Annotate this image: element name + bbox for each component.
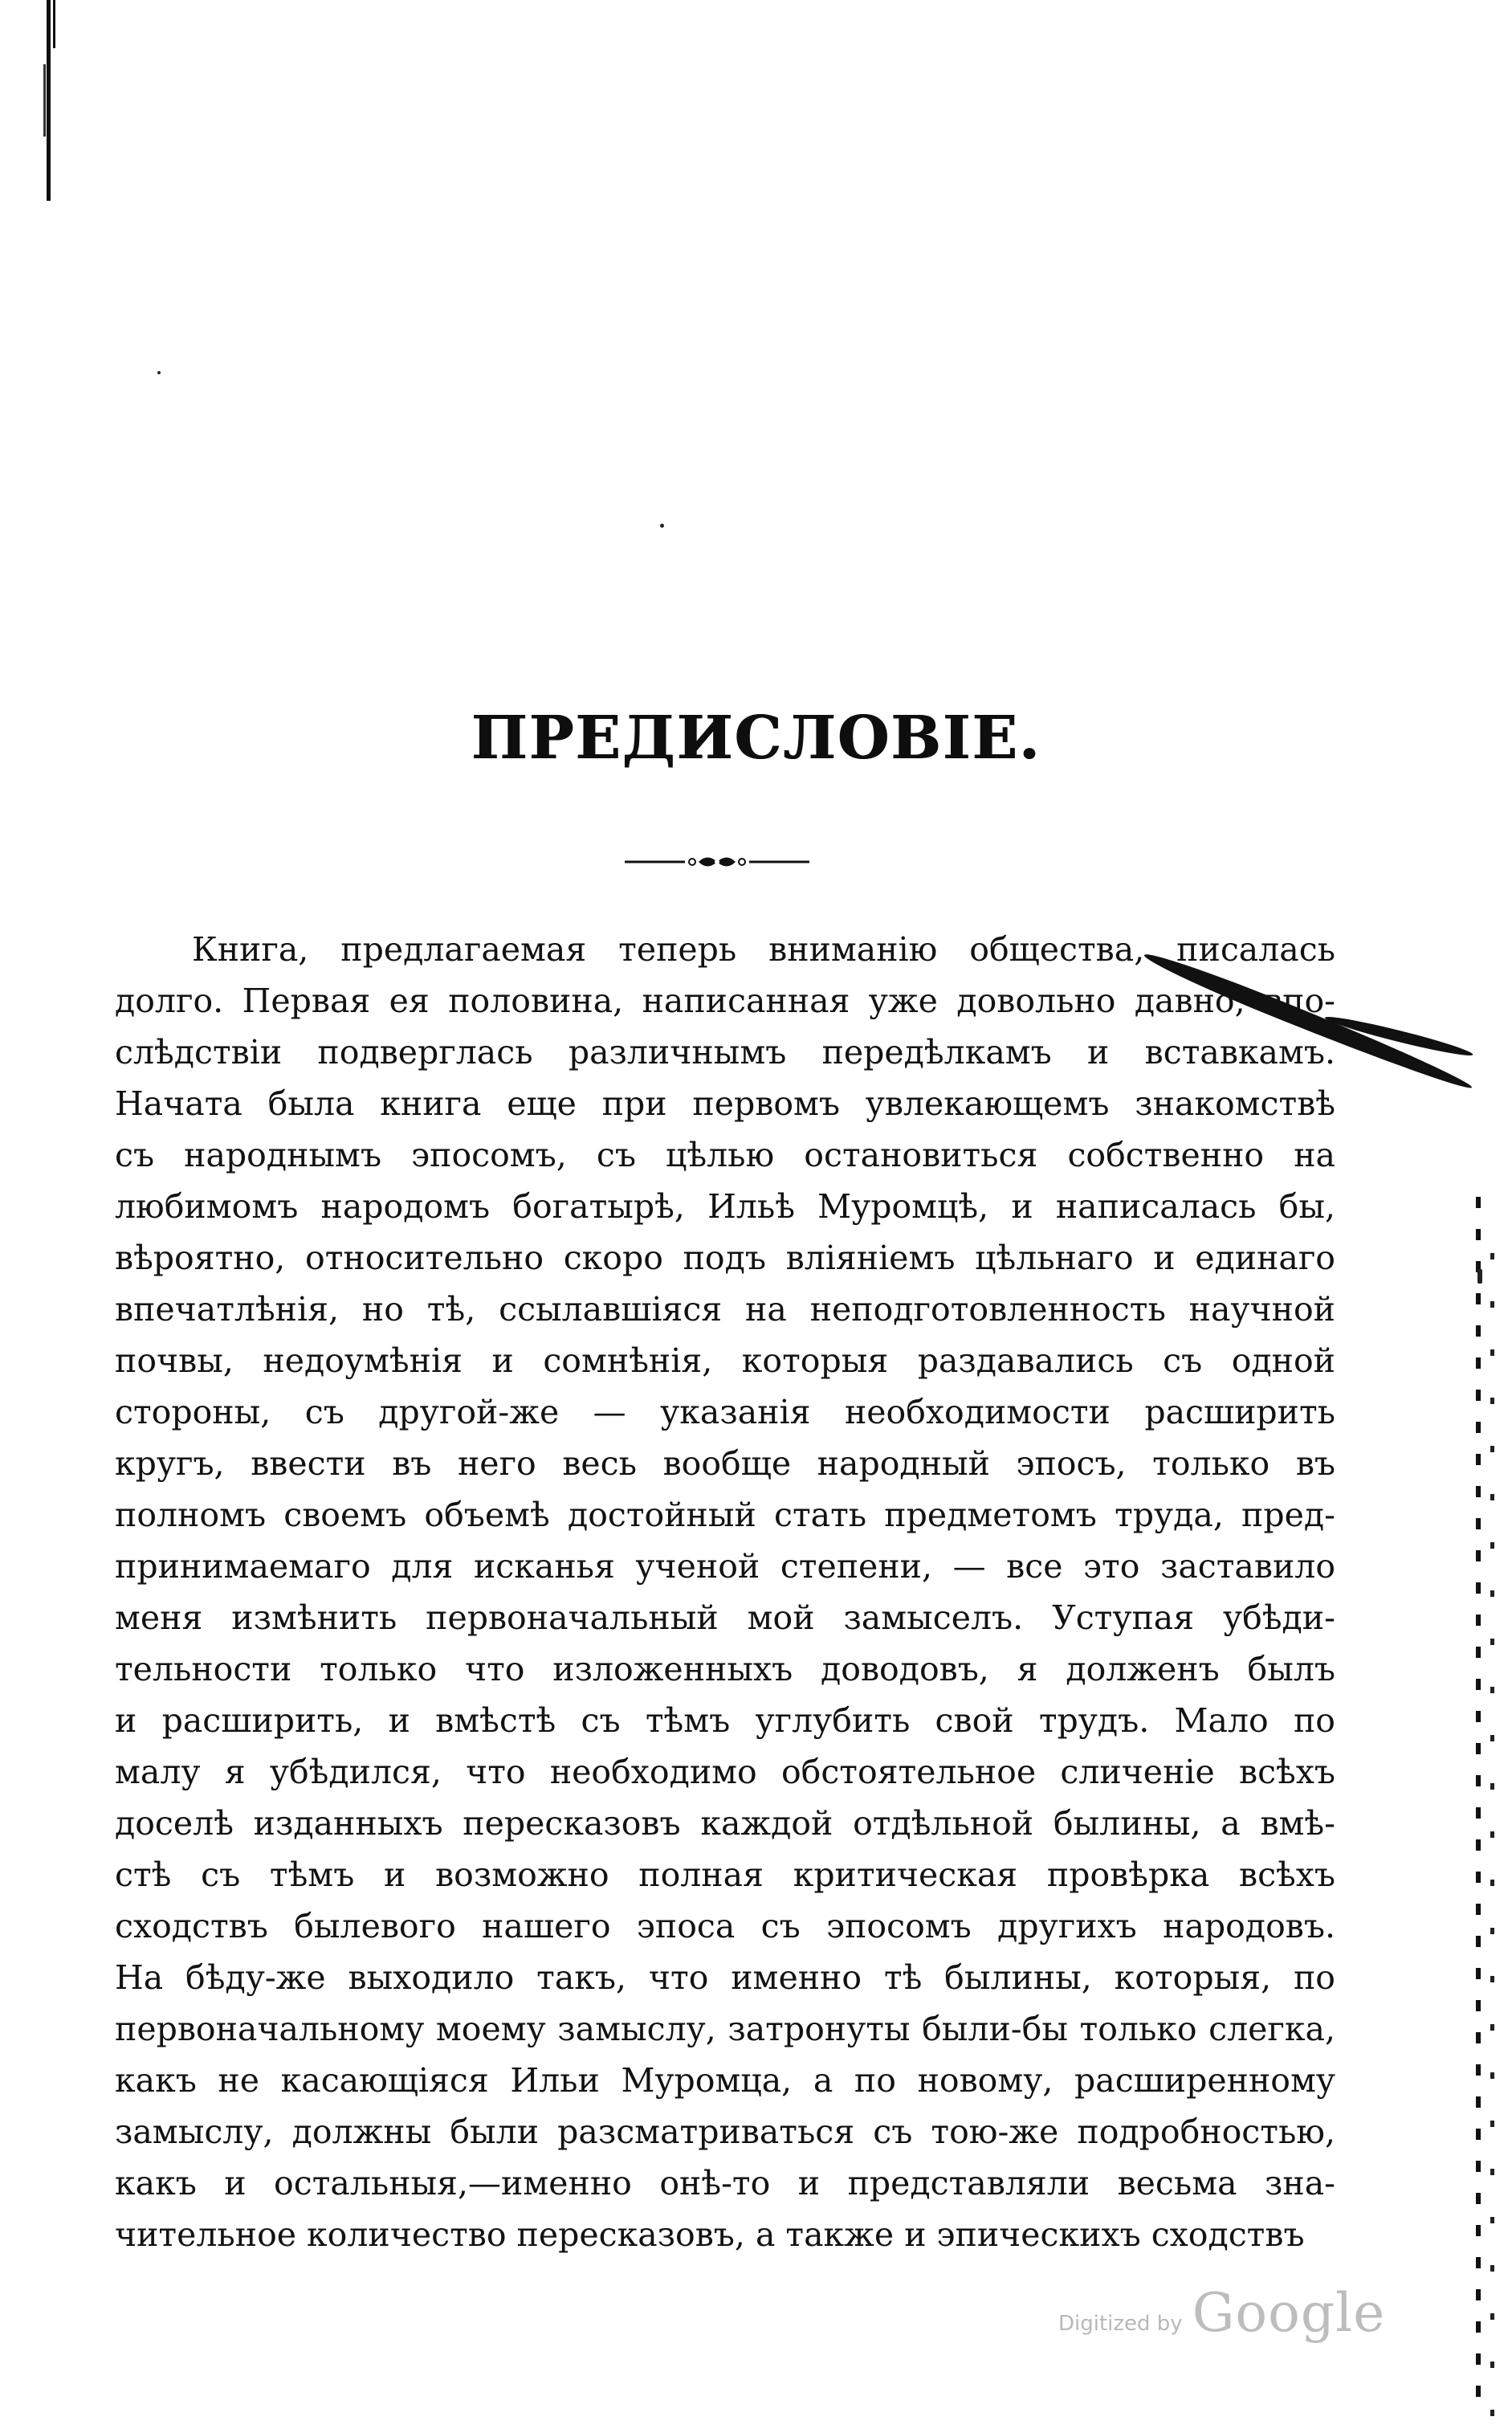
text-line: какъ не касающіяся Ильи Муромца, а по новому, расширенному (115, 2061, 1335, 2100)
text-line: На бѣду-же выходило такъ, что именно тѣ былины, которыя, по (115, 1958, 1335, 1997)
text-line: Книга, предлагаемая теперь вниманію общества, писалась (192, 930, 1335, 969)
scan-edge-dots (1476, 1197, 1481, 2410)
text-line: замыслу, должны были разсматриваться съ тою-же подробностью, (115, 2113, 1335, 2151)
digitized-by-google-watermark (1058, 2280, 1385, 2344)
text-line: чительное количество пересказовъ, а также и эпическихъ сходствъ (115, 2215, 1305, 2254)
scan-edge-mark (53, 0, 55, 48)
text-line: первоначальному моему замыслу, затронуты были-бы только слегка, (115, 2010, 1335, 2048)
text-line: стороны, съ другой-же — указанія необходимости расширить (115, 1393, 1335, 1431)
scan-edge-mark (43, 64, 46, 137)
scan-edge-mark (47, 0, 51, 201)
text-line: тельности только что изложенныхъ доводовъ, я долженъ былъ (115, 1650, 1335, 1688)
text-line: какъ и остальныя,—именно онѣ-то и представляли весьма зна- (115, 2164, 1335, 2202)
text-line: вѣроятно, относительно скоро подъ вліяніемъ цѣльнаго и единаго (115, 1239, 1335, 1277)
text-line: слѣдствіи подверглась различнымъ передѣлкамъ и вставкамъ. (115, 1033, 1335, 1072)
text-line: полномъ своемъ объемѣ достойный стать предметомъ труда, пред- (115, 1496, 1335, 1534)
decorative-rule-ornament-icon (625, 851, 809, 872)
text-line: и расширить, и вмѣстѣ съ тѣмъ углубить свой трудъ. Мало по (115, 1701, 1335, 1740)
text-line: любимомъ народомъ богатырѣ, Ильѣ Муромцѣ, и написалась бы, (115, 1187, 1335, 1226)
scan-edge-dots (1490, 1253, 1494, 2426)
text-line: меня измѣнить первоначальный мой замыселъ. Уступая убѣди- (115, 1598, 1335, 1637)
text-line: стѣ съ тѣмъ и возможно полная критическая провѣрка всѣхъ (115, 1855, 1335, 1894)
scan-speck (1477, 1269, 1482, 1284)
text-line: Начата была книга еще при первомъ увлекающемъ знакомствѣ (115, 1084, 1335, 1123)
scan-speck (660, 524, 664, 528)
text-line: почвы, недоумѣнія и сомнѣнія, которыя раздавались съ одной (115, 1341, 1335, 1380)
google-logo: Google (1192, 2282, 1386, 2344)
text-line: долго. Первая ея половина, написанная уже довольно давно, впо- (115, 982, 1335, 1020)
text-line: впечатлѣнія, но тѣ, ссылавшіяся на неподготовленность научной (115, 1290, 1335, 1329)
text-line: доселѣ изданныхъ пересказовъ каждой отдѣльной былины, а вмѣ- (115, 1804, 1335, 1843)
text-line: сходствъ былевого нашего эпоса съ эпосомъ другихъ народовъ. (115, 1907, 1335, 1945)
text-line: съ народнымъ эпосомъ, съ цѣлью остановиться собственно на (115, 1136, 1335, 1174)
text-line: принимаемаго для исканья ученой степени, — все это заставило (115, 1547, 1335, 1586)
preface-body (115, 924, 1335, 2260)
watermark-prefix: Digitized by (1058, 2312, 1183, 2336)
page-title: ПРЕДИСЛОВІЕ. (471, 704, 1041, 773)
scan-speck (157, 371, 161, 374)
text-line: кругъ, ввести въ него весь вообще народный эпосъ, только въ (115, 1444, 1335, 1483)
text-line: малу я убѣдился, что необходимо обстоятельное сличеніе всѣхъ (115, 1753, 1335, 1791)
